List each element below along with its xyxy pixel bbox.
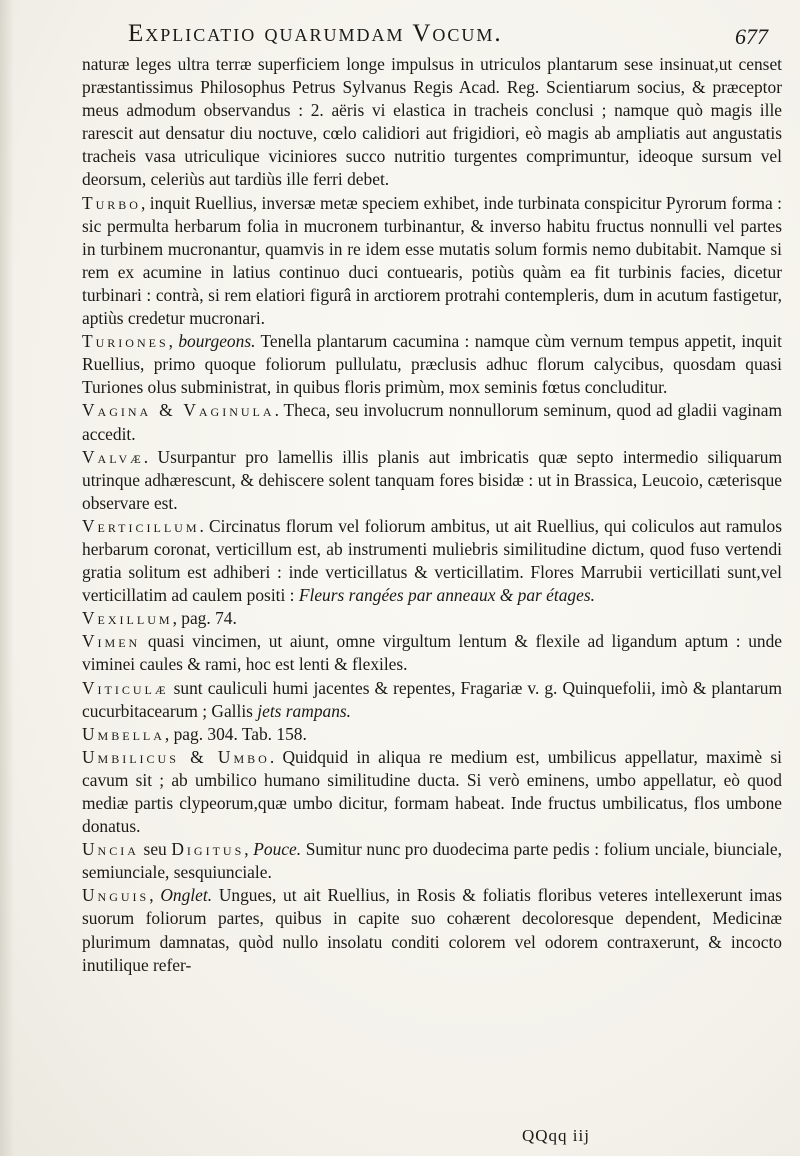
- entry-valvae: [82, 446, 782, 515]
- entry-headword: Umbella: [82, 723, 165, 744]
- body-text: [82, 53, 782, 977]
- entry-headword: Uncia: [82, 839, 139, 860]
- entry-text: , inquit Ruellius, inversæ metæ speciem exhibet, inde turbinata conspicitur Pyrorum forma : sic permulta herbarum folia in mucronem turbinantur, & inverso habitu fructus nonnulli vel partes in turbinem mucronantur, quamvis in re idem esse mutatis solum formis nemo dubitabit. Namque si rem ex acumine in latius continuo duci contuearis, potiùs quàm ea fit turbinis facies, dicetur turbinari : contrà, si rem elatiori figurâ in arctiorem protrahi contempleris, dum in acutum fastigetur, aptiùs credetur mucronari.: [82, 192, 782, 329]
- entry-text: sunt cauliculi humi jacentes & repentes, Fragariæ v. g. Quinquefolii, imò & plantarum cucurbitacearum ; Gallis: [82, 677, 782, 721]
- entry-headword: Umbilicus & Umbo: [82, 746, 270, 767]
- entry-french-gloss: Pouce.: [253, 839, 302, 860]
- entry-umbilicus: [82, 746, 782, 838]
- entry-headword: Valvæ: [82, 446, 144, 467]
- page-number: 677: [735, 24, 768, 49]
- entry-headword: Turiones: [82, 331, 169, 352]
- entry-text: . Usurpantur pro lamellis illis planis aut imbricatis quæ septo intermedio siliquarum utrinque adhærescunt, & dehiscere solent tanquam fores bisidæ : ut in Brassica, Leucoio, cæterisque observare est.: [82, 446, 782, 513]
- entry-text: , pag. 304. Tab. 158.: [164, 723, 307, 744]
- paragraph-text: naturæ leges ultra terræ superficiem longe impulsus in utriculos plantarum sese insinuat,ut censet præstantissimus Philosophus Petrus Sylvanus Regis Acad. Reg. Scientiarum socius, & præceptor meus admodum observandus : 2. aëris vi elastica in tracheis conclusi ; namque quò magis ille rarescit aut densatur diu noctuve, cœlo calidiori aut frigidiori, eò magis ab ampliatis aut angustatis tracheis vasa utriculique viciniores succo nutritio turgentes comprimuntur, ideoque sursum vel deorsum, celeriùs aut tardiùs ille ferri debet.: [82, 54, 782, 190]
- entry-text: Ungues, ut ait Ruellius, in Rosis & foliatis floribus veteres intellexerunt imas suorum foliorum partes, quibus in capite suo cohærent decoloresque dependent, Medicinæ plurimum damnatas, quòd nullo insolatu conditi colorem vel odorem contraxerunt, & incocto inutilique refer-: [82, 885, 782, 975]
- entry-viticulae: [82, 677, 782, 723]
- entry-text: seu: [143, 839, 167, 860]
- entry-headword: Viticulæ: [82, 677, 169, 698]
- entry-text: quasi vincimen, ut aiunt, omne virgultum lentum & flexile ad ligandum aptum : unde viminei caules & rami, hoc est lenti & flexiles.: [82, 631, 782, 675]
- entry-headword: Vimen: [82, 631, 141, 652]
- entry-headword: Turbo: [82, 192, 141, 213]
- entry-text: . Circinatus florum vel foliorum ambitus, ut ait Ruellius, qui coliculos aut ramulos herbarum coronat, verticillum est, ab instrumenti muliebris similitudine dictum, quod fuso vertendi gratia solitum est adhiberi : inde verticillatus & verticillatim. Flores Marrubii verticillati sunt,vel verticillatim ad caulem positi :: [82, 515, 782, 606]
- entry-turbo: [82, 192, 782, 331]
- paragraph-continuation: [82, 53, 782, 192]
- signature-mark: QQqq iij: [522, 1126, 590, 1145]
- entry-text: . Quidquid in aliqua re medium est, umbilicus appellatur, maximè si cavum sit ; ab umbilico humano similitudine ducta. Si verò eminens, umbo appellatur, eò quod mediæ partis clypeorum,quæ umbo dicitur, formam habeat. Inde fructus umbilicatus, flos umbone donatus.: [82, 746, 782, 837]
- entry-text: Sumitur nunc pro duodecima parte pedis : folium unciale, biunciale, semiunciale, sesquiunciale.: [82, 839, 782, 883]
- entry-verticillum: [82, 515, 782, 607]
- entry-french-gloss: Fleurs rangées par anneaux & par étages.: [298, 585, 595, 606]
- entry-headword: Vexillum: [82, 608, 173, 629]
- entry-french-gloss: bourgeons.: [178, 331, 256, 352]
- entry-text: Tenella plantarum cacumina : namque cùm vernum tempus appetit, inquit Ruellius, primo quoque foliorum pullulatu, præclusis adhuc florum calycibus, quosdam quasi Turiones olus subministrat, in quibus floris primùm, mox seminis fœtus concluditur.: [82, 331, 782, 398]
- entry-headword: Verticillum: [82, 515, 200, 536]
- entry-vimen: [82, 630, 782, 676]
- entry-headword: Unguis: [82, 885, 150, 906]
- entry-unguis: Unguis, Onglet. Ungues, ut ait Ruellius, in Rosis & foliatis floribus veteres intellexerunt imas suorum foliorum partes, quibus in capite suo cohærent decoloresque dependent, Medicinæ plurimum damnatas, quòd nullo insolatu conditi colorem vel odorem contraxerunt, & incocto inutilique refer-: [82, 885, 782, 975]
- entry-text: . Theca, seu involucrum nonnullorum seminum, quod ad gladii vaginam accedit.: [82, 400, 782, 444]
- entry-umbella: [82, 723, 782, 746]
- entry-text: , pag. 74.: [172, 608, 237, 629]
- entry-vexillum: [82, 607, 782, 630]
- page-gutter-shadow: [0, 0, 14, 1156]
- page-header: [60, 20, 780, 54]
- entry-uncia: Uncia seu Digitus, Pouce. Sumitur nunc pro duodecima parte pedis : folium unciale, biunciale, semiunciale, sesquiunciale.: [82, 839, 782, 883]
- running-title: Explicatio quarumdam Vocum.: [128, 20, 503, 47]
- entry-french-gloss: Onglet.: [160, 885, 213, 906]
- entry-turiones: Turiones, bourgeons. Tenella plantarum cacumina : namque cùm vernum tempus appetit, inquit Ruellius, primo quoque foliorum pullulatu, præclusis adhuc florum calycibus, quosdam quasi Turiones olus subministrat, in quibus floris primùm, mox seminis fœtus concluditur.: [82, 331, 782, 398]
- entry-headword-alt: Digitus: [171, 839, 245, 860]
- entry-headword: Vagina & Vaginula: [82, 400, 275, 421]
- entry-vagina: [82, 399, 782, 445]
- entry-french-gloss: jets rampans.: [257, 700, 352, 721]
